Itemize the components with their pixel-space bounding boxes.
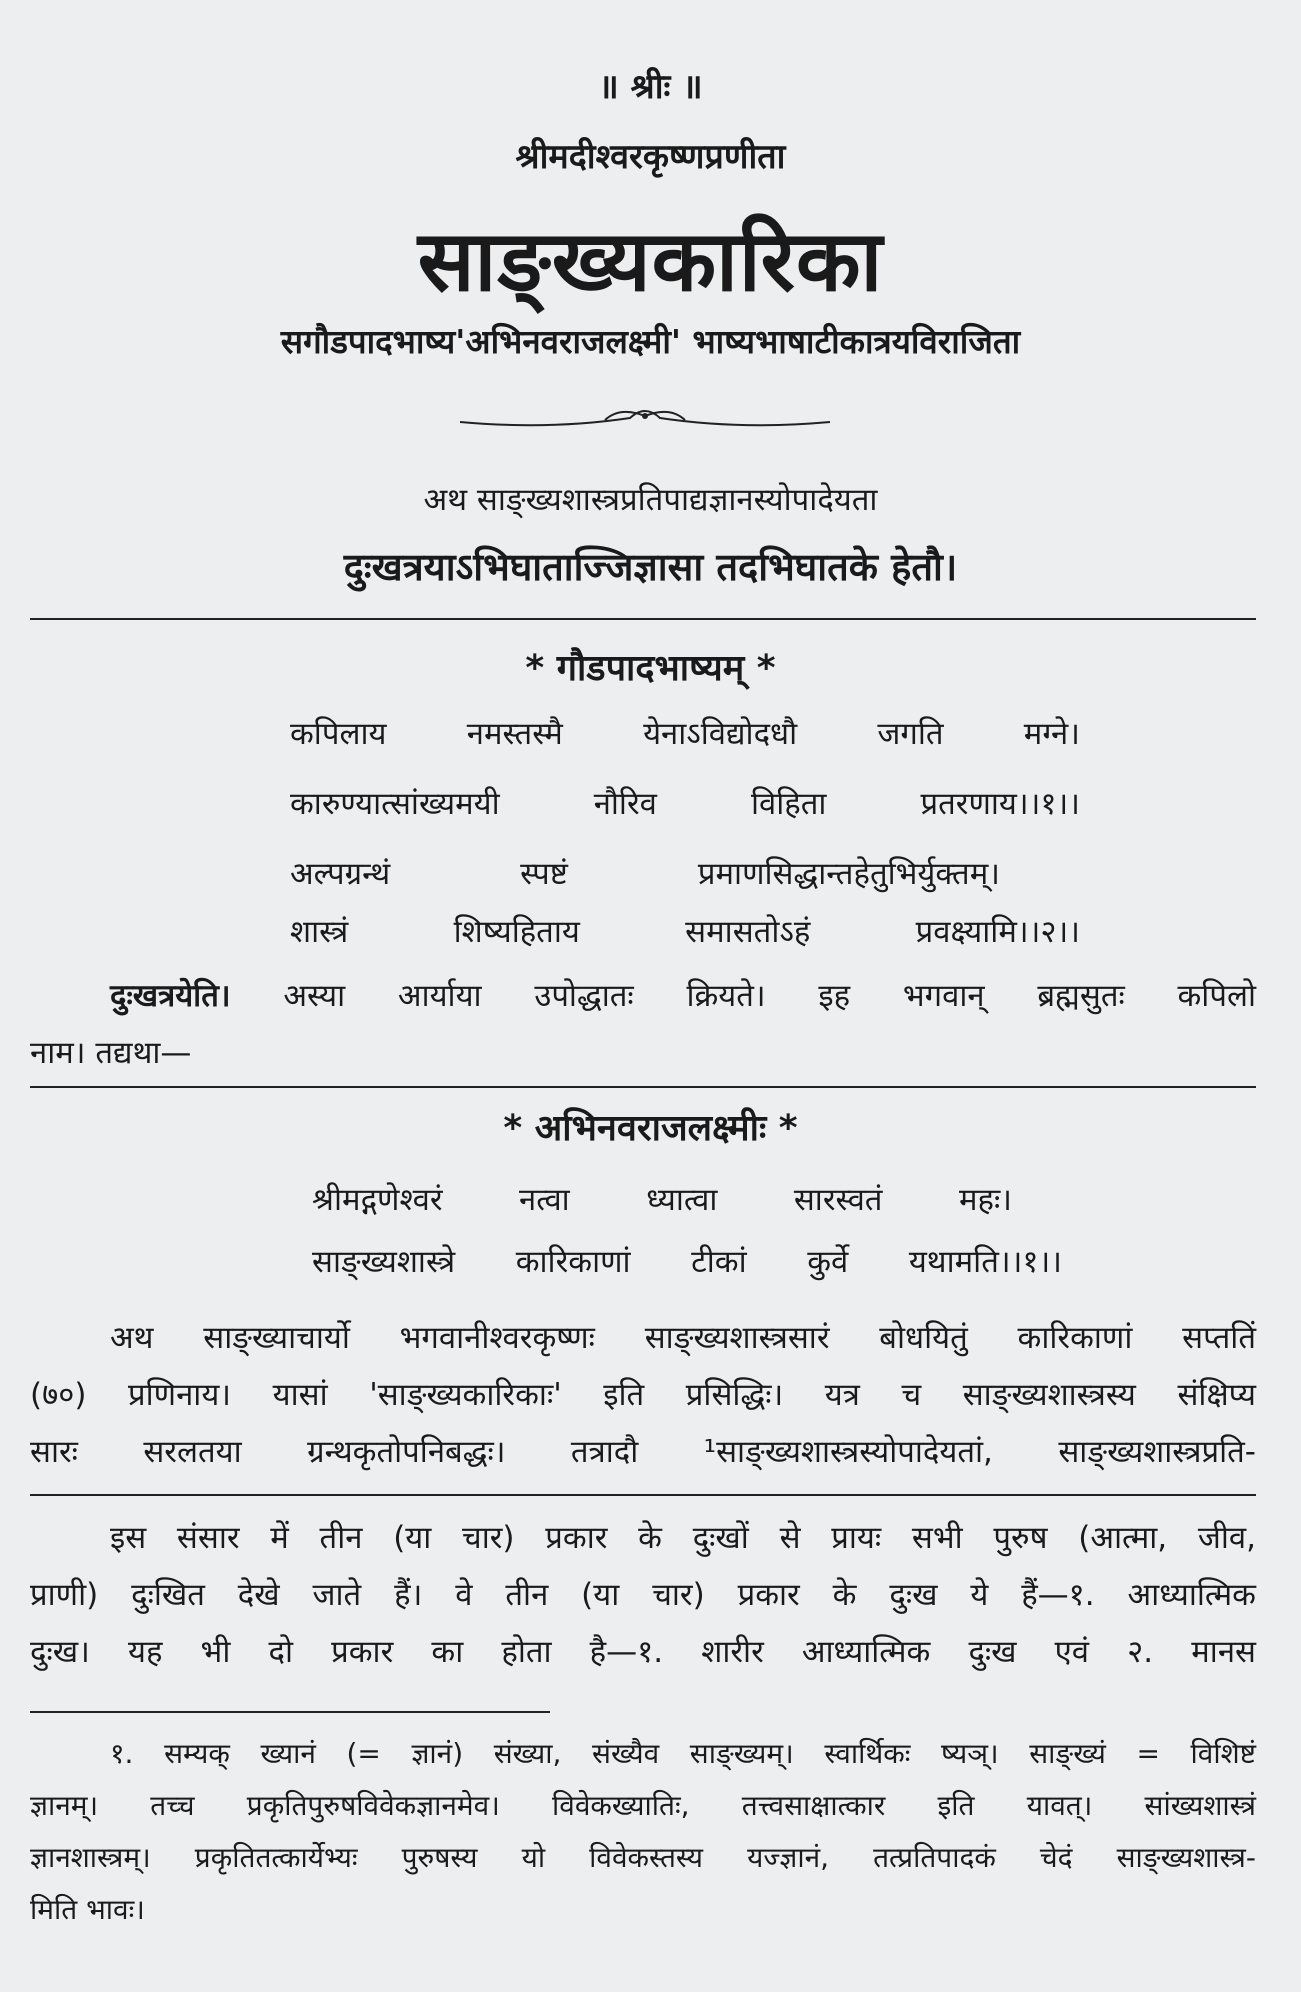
verse-line: कारुण्यात्सांख्यमयी नौरिव विहिता प्रतरणाय।।१।।: [290, 786, 1080, 822]
footnote-divider: [30, 1711, 550, 1713]
hindi-paragraph: इस संसार में तीन (या चार) प्रकार के दुःखों से प्रायः सभी पुरुष (आत्मा, जीव, प्राणी) दुःखित देखे जाते हैं। वे तीन (या चार) प्रकार के दुःख ये हैं—१. आध्यात्मिक दुःख। यह भी दो प्रकार का होता है—१. शारीर आध्यात्मिक दुःख एवं २. मानस: [30, 1520, 1256, 1670]
footnote: १. सम्यक् ख्यानं (= ज्ञानं) संख्या, संख्यैव साङ्ख्यम्। स्वार्थिकः ष्यञ्। साङ्ख्यं = विशिष्टं ज्ञानम्। तच्च प्रकृतिपुरुषविवेकज्ञानमेव। विवेकख्यातिः, तत्त्वसाक्षात्कार इति यावत्। सांख्यशास्त्रं ज्ञानशास्त्रम्। प्रकृतितत्कार्येभ्यः पुरुषस्य यो विवेकस्तस्य यज्ज्ञानं, तत्प्रतिपादकं चेदं साङ्ख्यशास्त्र- मिति भावः।: [30, 1737, 1256, 1926]
divider: [30, 1086, 1256, 1088]
lead-word: दुःखत्रयेति।: [110, 978, 231, 1014]
verse-line: साङ्ख्यशास्त्रे कारिकाणां टीकां कुर्वे यथामति।।१।।: [312, 1244, 1062, 1280]
section-heading-gaudapada: * गौडपादभाष्यम् *: [525, 648, 776, 689]
verse-line: श्रीमद्गणेश्वरं नत्वा ध्यात्वा सारस्वतं महः।: [312, 1182, 1012, 1218]
verse-line: अल्पग्रन्थं स्पष्टं प्रमाणसिद्धान्तहेतुभिर्युक्तम्।: [290, 856, 1000, 892]
invocation: ॥ श्रीः ॥: [598, 67, 703, 107]
gaudapada-paragraph: दुःखत्रयेति। अस्या आर्याया उपोद्धातः क्रियते। इह भगवान् ब्रह्मसुतः कपिलो नाम। तद्यथा—: [30, 978, 1256, 1071]
byline: श्रीमदीश्वरकृष्णप्रणीता: [515, 137, 786, 177]
section-heading-abhinava: * अभिनवराजलक्ष्मीः *: [503, 1108, 798, 1149]
karika-verse: दुःखत्रयाऽभिघाताज्जिज्ञासा तदभिघातके हेतौ।: [343, 545, 958, 589]
ornament-divider-icon: [455, 400, 835, 436]
page-title: साङ्ख्यकारिका: [417, 212, 884, 310]
verse-line: शास्त्रं शिष्यहिताय समासतोऽहं प्रवक्ष्यामि।।२।।: [290, 914, 1080, 950]
subtitle: सगौडपादभाष्य'अभिनवराजलक्ष्मी' भाष्यभाषाटीकात्रयविराजिता: [280, 322, 1021, 361]
verse-line: कपिलाय नमस्तस्मै येनाऽविद्योदधौ जगति मग्ने।: [290, 716, 1080, 752]
divider: [30, 618, 1256, 620]
divider: [30, 1494, 1256, 1496]
karika-intro: अथ साङ्ख्यशास्त्रप्रतिपाद्यज्ञानस्योपादेयता: [423, 482, 878, 518]
abhinava-paragraph: अथ साङ्ख्याचार्यो भगवानीश्वरकृष्णः साङ्ख्यशास्त्रसारं बोधयितुं कारिकाणां सप्ततिं (७०) प्रणिनाय। यासां 'साङ्ख्यकारिकाः' इति प्रसिद्धिः। यत्र च साङ्ख्यशास्त्रस्य संक्षिप्य सारः सरलतया ग्रन्थकृतोपनिबद्धः। तत्रादौ ¹साङ्ख्यशास्त्रस्योपादेयतां, साङ्ख्यशास्त्रप्रति-: [30, 1320, 1256, 1470]
